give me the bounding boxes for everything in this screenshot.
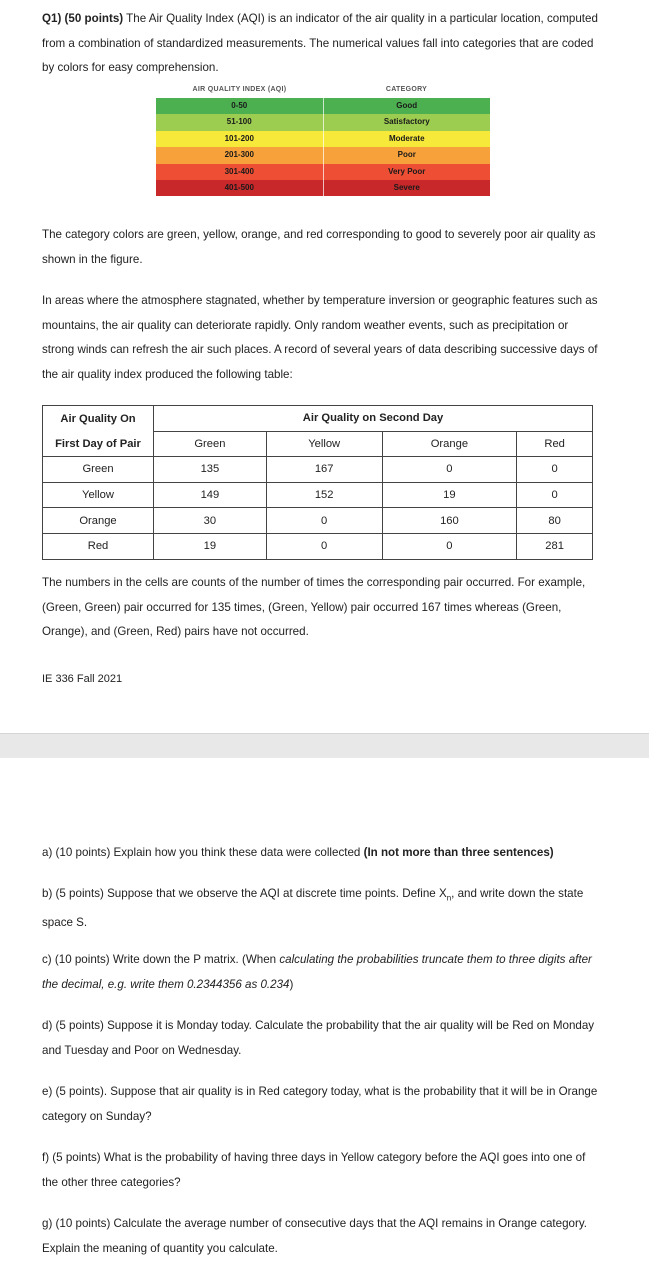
- column-header: Orange: [382, 431, 517, 457]
- table-cell: 149: [154, 482, 267, 508]
- question-b-text: b) (5 points) Suppose that we observe the AQI at discrete time points. Define X: [42, 887, 447, 900]
- aqi-range: 0-50: [156, 98, 324, 114]
- transition-count-table: [42, 405, 593, 560]
- page-separator: [0, 733, 649, 759]
- table-row: [43, 508, 593, 534]
- table-cell: 19: [382, 482, 517, 508]
- aqi-row: [156, 131, 490, 147]
- aqi-range: 51-100: [156, 114, 324, 130]
- table-row: [43, 457, 593, 483]
- colors-paragraph: The category colors are green, yellow, orange, and red corresponding to good to severely poor air quality as shown in the figure.: [42, 228, 596, 266]
- question-intro-text: The Air Quality Index (AQI) is an indicator of the air quality in a particular location, computed from a combination of standardized measurements. The numerical values fall into categories that are coded by colors for easy comprehension.: [42, 12, 598, 74]
- page-two: [0, 758, 649, 1280]
- table-cell: 135: [154, 457, 267, 483]
- question-a: [42, 841, 602, 866]
- table-cell: 152: [266, 482, 382, 508]
- column-header: Green: [154, 431, 267, 457]
- row-label: Yellow: [43, 482, 154, 508]
- table-cell: 0: [266, 508, 382, 534]
- table-cell: 80: [517, 508, 593, 534]
- question-d: d) (5 points) Suppose it is Monday today. Calculate the probability that the air quality will be Red on Monday and Tuesday and Poor on Wednesday.: [42, 1019, 595, 1057]
- question-b-text-end: , and write down the state space S.: [42, 887, 584, 929]
- aqi-range: 301-400: [156, 164, 324, 180]
- table-cell: 281: [517, 533, 593, 559]
- table-cell: 0: [517, 457, 593, 483]
- aqi-range: 101-200: [156, 131, 324, 147]
- table-cell: 0: [517, 482, 593, 508]
- corner-header-line2: First Day of Pair: [43, 431, 154, 457]
- aqi-row: [156, 98, 490, 114]
- question-a-bold: (In not more than three sentences): [363, 846, 554, 859]
- question-f: f) (5 points) What is the probability of having three days in Yellow category before the AQI goes into one of the other three categories?: [42, 1151, 586, 1189]
- row-label: Orange: [43, 508, 154, 534]
- aqi-row: [156, 147, 490, 163]
- table-cell: 160: [382, 508, 517, 534]
- aqi-category: Severe: [393, 182, 420, 192]
- aqi-header-range: AIR QUALITY INDEX (AQI): [192, 86, 287, 93]
- corner-header-line1: Air Quality On: [43, 406, 154, 432]
- question-c-text-end: ): [289, 977, 294, 991]
- question-heading: Q1) (50 points): [42, 12, 124, 25]
- question-e: e) (5 points). Suppose that air quality is in Red category today, what is the probability that it will be in Orange category on Sunday?: [42, 1085, 598, 1123]
- question-b: [42, 882, 602, 935]
- table-cell: 167: [266, 457, 382, 483]
- table-cell: 30: [154, 508, 267, 534]
- table-cell: 19: [154, 533, 267, 559]
- aqi-row: [156, 180, 490, 196]
- question-a-text: a) (10 points) Explain how you think these data were collected: [42, 846, 364, 859]
- aqi-category: Poor: [397, 150, 416, 160]
- question-c: [42, 948, 602, 997]
- question-b-subscript: n: [446, 893, 452, 903]
- aqi-legend-header: [156, 81, 490, 98]
- table-cell: 0: [382, 533, 517, 559]
- question-intro: [42, 7, 602, 81]
- second-day-header: Air Quality on Second Day: [154, 406, 593, 432]
- row-label: Green: [43, 457, 154, 483]
- stagnation-paragraph: In areas where the atmosphere stagnated, whether by temperature inversion or geographic features such as mountains, the air quality can deteriorate rapidly. Only random weather events, such as precipitation or strong winds can refresh the air such places. A record of several years of data describing successive days of the air quality index produced the following table:: [42, 294, 598, 381]
- question-g: g) (10 points) Calculate the average number of consecutive days that the AQI remains in Orange category. Explain the meaning of quantity you calculate.: [42, 1217, 587, 1255]
- course-footer: IE 336 Fall 2021: [42, 673, 123, 685]
- column-header: Yellow: [266, 431, 382, 457]
- table-row: [43, 482, 593, 508]
- aqi-header-category: CATEGORY: [385, 86, 428, 93]
- aqi-category: Very Poor: [388, 166, 426, 176]
- aqi-range: 401-500: [156, 180, 324, 196]
- aqi-row: [156, 164, 490, 180]
- aqi-category: Moderate: [388, 133, 425, 143]
- table-row: [43, 533, 593, 559]
- counts-paragraph: The numbers in the cells are counts of the number of times the corresponding pair occurred. For example, (Green, Green) pair occurred for 135 times, (Green, Yellow) pair occurred 167 times whereas (Green, Orange), and (Green, Red) pairs have not occurred.: [42, 576, 586, 638]
- question-c-text: c) (10 points) Write down the P matrix. (When: [42, 953, 280, 966]
- aqi-row: [156, 114, 490, 130]
- aqi-category: Good: [396, 101, 418, 110]
- aqi-legend-figure: [156, 81, 490, 196]
- row-label: Red: [43, 533, 154, 559]
- aqi-category: Satisfactory: [383, 117, 430, 127]
- question-c-italic: calculating the probabilities truncate them to three digits after the decimal, e.g. write them 0.2344356 as 0.234: [42, 953, 592, 991]
- table-cell: 0: [266, 533, 382, 559]
- column-header: Red: [517, 431, 593, 457]
- table-cell: 0: [382, 457, 517, 483]
- aqi-range: 201-300: [156, 147, 324, 163]
